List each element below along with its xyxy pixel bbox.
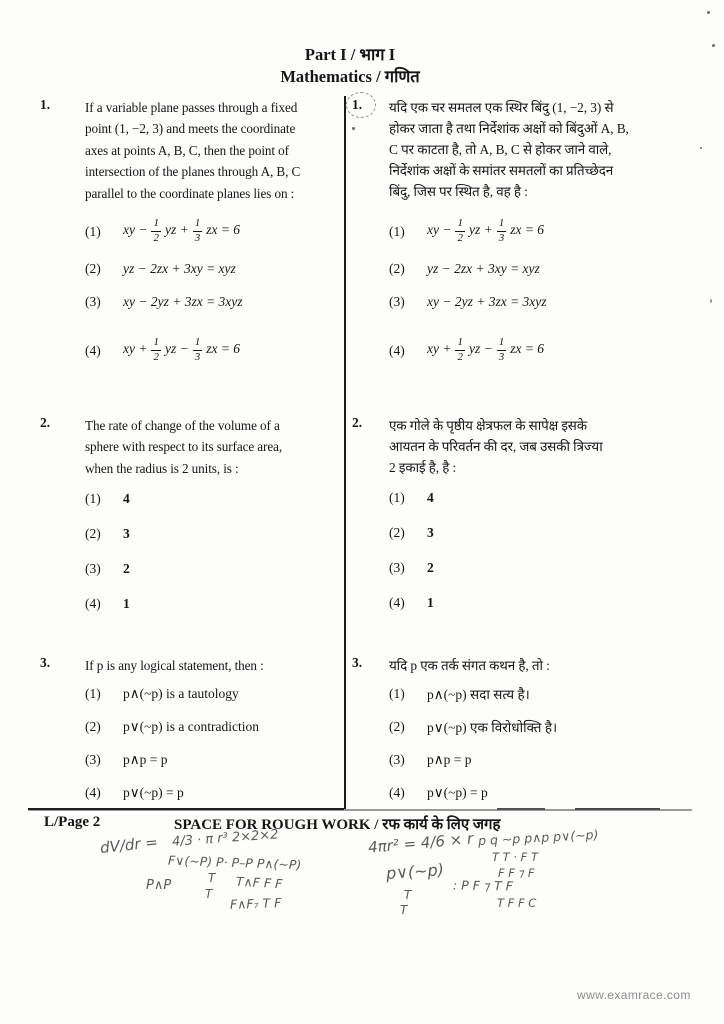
question-number (352, 97, 362, 113)
pencil-circle-mark (346, 92, 376, 118)
denominator: 3 (194, 232, 201, 244)
eq-part: xy − (123, 222, 148, 238)
option-1 (389, 215, 547, 248)
option-value: p∨(~p) एक विरोधोक्ति है। (427, 720, 558, 735)
option-value: 4 (427, 490, 434, 505)
rough-work-heading: SPACE FOR ROUGH WORK / रफ कार्य के लिए जगह (174, 817, 501, 833)
eq-part: xy − (427, 222, 452, 238)
handwritten-scribble: P∧P (146, 878, 172, 893)
option-4 (85, 783, 342, 803)
option-3 (389, 558, 694, 578)
fraction (151, 218, 161, 244)
option-value: 2 (427, 560, 434, 575)
question-line: एक गोले के पृष्ठीय क्षेत्रफल के सापेक्ष इसके (389, 418, 587, 433)
option-label: (3) (389, 294, 405, 309)
question-text (389, 415, 694, 478)
option-4 (85, 334, 243, 367)
option-value: p∧(~p) सदा सत्य है। (427, 687, 530, 702)
option-3 (389, 750, 694, 770)
question-line: निर्देशांक अक्षों के समांतर समतलों का प्रतिच्छेदन (389, 163, 614, 178)
question-line: intersection of the planes through A, B, C (85, 164, 301, 180)
option-label: (2) (389, 719, 405, 734)
handwritten-scribble: T (400, 903, 408, 917)
eq-part: zx = 6 (510, 222, 545, 238)
option-label: (3) (85, 561, 101, 577)
question-line: axes at points A, B, C, then the point of (85, 142, 289, 158)
eq-part: yz + (164, 222, 189, 238)
eq-part: zx = 6 (510, 341, 545, 357)
option-value: 4 (123, 491, 130, 507)
scan-speck (352, 127, 355, 130)
option-label: (3) (389, 752, 405, 767)
question-text (85, 655, 342, 676)
option-4 (389, 593, 694, 613)
question-number: 2. (352, 415, 363, 430)
scan-speck (707, 11, 710, 14)
question-line: यदि p एक तर्क संगत कथन है, तो : (389, 658, 550, 673)
denominator: 3 (194, 351, 201, 363)
option-label: (4) (389, 785, 405, 800)
handwritten-scribble: T (205, 887, 213, 901)
watermark-text: www.examrace.com (577, 988, 691, 1002)
option-3 (85, 750, 342, 770)
option-equation (427, 337, 544, 363)
question-line: होकर जाता है तथा निर्देशांक अक्षों को बिंदुओं A, B, (389, 121, 629, 136)
option-label: (1) (85, 686, 101, 702)
question-line: point (1, −2, 3) and meets the coordinate (85, 121, 296, 137)
numerator: 1 (151, 218, 161, 232)
option-equation: xy − 2yz + 3zx = 3xyz (427, 294, 547, 309)
options-list (85, 684, 342, 803)
option-label: (4) (389, 342, 405, 358)
question-line: when the radius is 2 units, is : (85, 460, 239, 476)
option-label: (2) (389, 525, 405, 540)
option-label: (2) (85, 261, 101, 276)
question-line: यदि एक चर समतल एक स्थिर बिंदु (1, −2, 3) से (389, 100, 614, 115)
scan-speck (712, 44, 715, 47)
handwritten-scribble: 4πr² = 4/6 × r (367, 829, 474, 857)
option-1 (85, 215, 243, 248)
denominator: 3 (498, 232, 505, 244)
option-label: (1) (85, 223, 101, 239)
question-line: 2 इकाई है, है : (389, 460, 457, 475)
option-value: 3 (123, 526, 130, 542)
question-number: 3. (40, 655, 51, 670)
handwritten-scribble: T (404, 888, 412, 902)
eq-part: yz − (468, 341, 493, 357)
handwritten-scribble: : P F ⁊ T F (452, 877, 513, 894)
eq-part: yz + (468, 222, 493, 238)
option-value: 1 (123, 596, 130, 612)
numerator: 1 (193, 337, 203, 351)
subject-title: Mathematics / गणित (280, 67, 420, 86)
question-line: बिंदु, जिस पर स्थित है, वह है : (389, 184, 528, 199)
option-label: (4) (85, 596, 101, 612)
rough-work-area (0, 826, 724, 936)
numerator: 1 (497, 218, 507, 232)
question-2-hi (352, 415, 694, 655)
options-list (389, 684, 694, 803)
question-number: 1. (40, 97, 51, 112)
question-line: आयतन के परिवर्तन की दर, जब उसकी त्रिज्या (389, 439, 603, 454)
option-value: 3 (427, 525, 434, 540)
english-column (40, 97, 342, 805)
options-list (85, 489, 342, 614)
question-line: C पर काटता है, तो A, B, C से होकर जाने वाले, (389, 142, 612, 157)
option-value: p∨(~p) = p (427, 785, 488, 800)
option-1 (389, 684, 694, 704)
handwritten-scribble: 4/3 · π r³ 2×2×2 (171, 827, 279, 850)
hindi-column (352, 97, 694, 805)
option-equation (427, 218, 544, 244)
option-2 (85, 524, 342, 544)
footer-rule-segment (575, 808, 660, 810)
question-1-en (40, 97, 342, 415)
option-equation (123, 218, 240, 244)
option-2 (85, 259, 243, 279)
fraction (193, 337, 203, 363)
option-label: (3) (389, 560, 405, 575)
option-4 (389, 783, 694, 803)
numerator: 1 (455, 218, 465, 232)
option-3 (85, 292, 243, 312)
fraction (497, 337, 507, 363)
option-label: (3) (85, 294, 101, 309)
eq-part: zx = 6 (206, 341, 241, 357)
scan-speck (710, 299, 712, 303)
eq-part: yz − (164, 341, 189, 357)
denominator: 2 (457, 232, 463, 244)
option-label: (2) (85, 526, 101, 542)
question-line: The rate of change of the volume of a (85, 418, 280, 433)
fraction (151, 337, 161, 363)
option-equation: yz − 2zx + 3xy = xyz (427, 261, 540, 276)
option-equation: xy − 2yz + 3zx = 3xyz (123, 294, 243, 309)
option-3 (85, 559, 342, 579)
eq-part: xy + (123, 341, 148, 357)
option-2 (85, 717, 342, 737)
fraction (193, 218, 203, 244)
question-1-hi (352, 97, 694, 415)
option-1 (389, 488, 694, 508)
option-value: p∧p = p (427, 752, 472, 767)
handwritten-scribble: T (208, 871, 216, 885)
page-label: L/Page 2 (44, 814, 101, 830)
handwritten-scribble: T∧F F F (235, 873, 283, 892)
question-line: If p is any logical statement, then : (85, 658, 264, 673)
option-label: (1) (389, 223, 405, 239)
option-1 (85, 489, 342, 509)
numerator: 1 (497, 337, 507, 351)
footer-rule-dark (28, 808, 344, 811)
fraction (497, 218, 507, 244)
option-value: p∨(~p) is a contradiction (123, 719, 260, 735)
denominator: 2 (153, 232, 159, 244)
options-list (389, 488, 694, 613)
option-2 (389, 259, 547, 279)
question-line: parallel to the coordinate planes lies on : (85, 185, 295, 201)
handwritten-scribble: T F F C (497, 896, 537, 910)
option-2 (389, 523, 694, 543)
numerator: 1 (151, 337, 161, 351)
option-label: (4) (85, 785, 101, 801)
denominator: 2 (153, 351, 159, 363)
option-4 (389, 334, 547, 367)
handwritten-scribble: F∧F₇ T F (229, 895, 282, 912)
question-3-en (40, 655, 342, 805)
option-3 (389, 292, 547, 312)
option-equation (123, 337, 240, 363)
question-line: sphere with respect to its surface area, (85, 439, 283, 455)
question-text (389, 97, 694, 202)
question-number: 2. (40, 415, 51, 430)
option-value: 1 (427, 595, 434, 610)
options-list (389, 215, 547, 378)
denominator: 3 (498, 351, 505, 363)
option-label: (4) (85, 342, 101, 358)
handwritten-scribble: p q ~p p∧p p∨(~p) (477, 826, 599, 849)
part-title: Part I / भाग I (304, 45, 396, 64)
handwritten-scribble: T T · F T (492, 850, 538, 864)
option-label: (3) (85, 752, 101, 768)
question-number: 3. (352, 655, 363, 670)
option-1 (85, 684, 342, 704)
scan-speck (700, 147, 702, 149)
question-text (389, 655, 694, 676)
question-3-hi (352, 655, 694, 805)
handwritten-scribble: dV/dr = (99, 833, 159, 857)
fraction (455, 337, 465, 363)
option-value: p∧p = p (123, 752, 168, 768)
question-text (85, 415, 342, 479)
column-divider (344, 96, 346, 810)
question-text (85, 97, 342, 204)
options-list (85, 215, 243, 378)
option-value: p∧(~p) is a tautology (123, 686, 239, 702)
denominator: 2 (457, 351, 463, 363)
option-label: (2) (85, 719, 101, 735)
handwritten-scribble: F F ⁊ F (498, 866, 535, 880)
handwritten-scribble: F∨(~P) P· P–P P∧(~P) (167, 852, 302, 873)
option-4 (85, 594, 342, 614)
handwritten-scribble: p∨(~p) (385, 860, 445, 883)
option-label: (1) (389, 490, 405, 505)
option-label: (2) (389, 261, 405, 276)
eq-part: xy + (427, 341, 452, 357)
option-2 (389, 717, 694, 737)
option-value: 2 (123, 561, 130, 577)
fraction (455, 218, 465, 244)
option-label: (1) (389, 686, 405, 701)
option-value: p∨(~p) = p (123, 785, 184, 801)
option-label: (1) (85, 491, 101, 507)
eq-part: zx = 6 (206, 222, 241, 238)
numerator: 1 (193, 218, 203, 232)
question-number-text: 1. (352, 97, 363, 112)
numerator: 1 (455, 337, 465, 351)
question-line: If a variable plane passes through a fixed (85, 100, 298, 115)
question-2-en (40, 415, 342, 655)
option-equation: yz − 2zx + 3xy = xyz (123, 261, 236, 276)
option-label: (4) (389, 595, 405, 610)
page-header (0, 44, 700, 88)
footer-rule-segment (497, 808, 545, 810)
